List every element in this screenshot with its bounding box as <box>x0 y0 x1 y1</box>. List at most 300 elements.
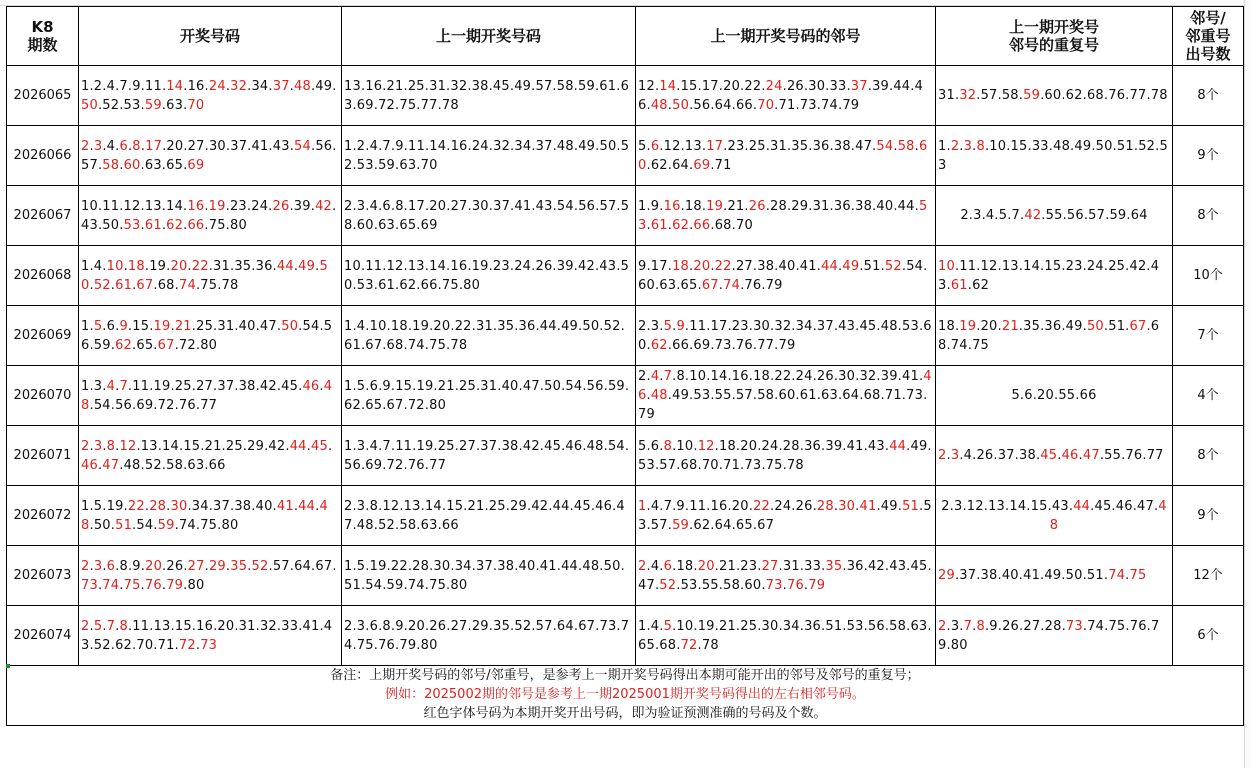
number-text: . <box>315 498 320 514</box>
number-text: .68. <box>153 277 179 293</box>
neighbors-cell[interactable] <box>636 426 936 486</box>
header-count[interactable] <box>1173 7 1244 66</box>
number-text: 5.6.20.55.66 <box>1011 388 1097 403</box>
hit-number: 12 <box>697 438 715 454</box>
period-value: 2026067 <box>13 208 72 223</box>
number-text: . <box>97 577 103 593</box>
hit-number: 50 <box>81 258 328 293</box>
hit-number: 10 <box>938 258 955 274</box>
number-text: .15. <box>127 318 154 334</box>
hit-number: 27 <box>187 558 205 574</box>
repeat-cell[interactable] <box>936 126 1173 186</box>
note-line-3: 红色字体号码为本期开奖开出号码，即为验证预测准确的号码及个数。 <box>423 706 827 721</box>
period-cell[interactable] <box>7 606 79 666</box>
period-cell[interactable] <box>7 246 79 306</box>
period-cell[interactable] <box>7 66 79 126</box>
number-text: 2. <box>638 369 651 384</box>
number-text: .26. <box>162 558 188 574</box>
neighbors-cell[interactable] <box>636 366 936 426</box>
number-text: .78 <box>697 637 719 653</box>
hit-number: 6 <box>119 138 128 154</box>
number-text: .49.53.55.57.58.60.61.63.64.68.71.73.79 <box>638 388 928 422</box>
number-text: .20. <box>976 318 1002 334</box>
hit-number: 9 <box>676 318 685 334</box>
number-text: 1.3.4.7.11.19.25.27.37.38.42.45.46.48.54.56.69.72.76.77 <box>344 438 630 473</box>
number-text: . <box>247 558 252 574</box>
number-text: 2.3.4.5.7. <box>960 208 1025 223</box>
hit-number: 2 <box>950 138 960 154</box>
draw-cell[interactable] <box>79 486 342 546</box>
count-cell[interactable] <box>1173 426 1244 486</box>
number-text: .10.19.21.25.30.34.36.51.53.56.58.63.65.68. <box>638 618 932 653</box>
number-text: .10. <box>672 438 698 454</box>
hit-number: 6 <box>106 558 116 574</box>
hit-number: 69 <box>693 157 711 173</box>
number-text: . <box>1125 568 1130 583</box>
header-neighbors[interactable]: 上一期开奖号码的邻号 <box>636 7 936 66</box>
number-text: .6. <box>102 318 120 334</box>
number-text: . <box>187 258 192 274</box>
number-text: 2.3.4.6.8.17.20.27.30.37.41.43.54.56.57.58.60.63.65.69 <box>344 198 630 233</box>
header-count-line1: 邻号/ <box>1190 9 1226 27</box>
draw-cell[interactable] <box>79 606 342 666</box>
draw-cell[interactable] <box>79 546 342 606</box>
count-cell[interactable] <box>1173 606 1244 666</box>
number-text: .9.26.27.28. <box>984 618 1066 634</box>
hit-number: 3 <box>950 448 960 463</box>
number-text: . <box>89 138 94 154</box>
hit-number: 8 <box>119 618 128 634</box>
repeat-cell[interactable] <box>936 426 1173 486</box>
number-text: .49.53.57.68.70.71.73.75.78 <box>638 438 932 473</box>
hit-number: 59 <box>144 97 162 113</box>
number-text: . <box>166 498 171 514</box>
draw-cell[interactable] <box>79 306 342 366</box>
number-text: 1.5.19.22.28.30.34.37.38.40.41.44.48.50.51.54.59.74.75.80 <box>344 558 625 593</box>
number-text: 1.2.4.7.9.11.14.16.24.32.34.37.48.49.50.52.53.59.63.70 <box>344 138 630 173</box>
hit-number: 52 <box>659 577 677 593</box>
hit-number: 24 <box>765 78 783 94</box>
hit-number: 22 <box>191 258 209 274</box>
hit-number: 67 <box>1129 318 1147 334</box>
prev-draw-cell[interactable] <box>342 306 636 366</box>
number-text: .4. <box>646 558 664 574</box>
hit-number: 5 <box>663 318 673 334</box>
repeat-cell[interactable] <box>936 366 1173 426</box>
count-value: 6个 <box>1197 628 1219 643</box>
number-text: .54.56.69.72.76.77 <box>89 397 218 413</box>
number-text: .53.57. <box>638 498 932 533</box>
hit-number: 3 <box>93 138 103 154</box>
hit-number: 54 <box>876 138 894 154</box>
hit-number: 52 <box>884 258 902 274</box>
number-text: .62.64.65.67 <box>689 517 775 533</box>
number-text: .27.38.40.41. <box>731 258 822 274</box>
number-text: . <box>327 438 333 454</box>
number-text: .20.27.30.37.41.43. <box>162 138 295 154</box>
count-cell[interactable] <box>1173 126 1244 186</box>
hit-number: 19 <box>208 198 226 214</box>
hit-number: 44 <box>289 438 307 454</box>
hit-number: 73 <box>81 577 98 593</box>
period-value: 2026072 <box>13 508 72 523</box>
hit-number: 22 <box>714 258 732 274</box>
hit-number: 50 <box>81 97 98 113</box>
draw-cell[interactable] <box>79 246 342 306</box>
number-text: . <box>127 138 133 154</box>
number-text: .11.12.13.14.15.23.24.25.42.43. <box>938 258 1160 293</box>
period-cell[interactable] <box>7 126 79 186</box>
period-cell[interactable] <box>7 366 79 426</box>
hit-number: 7 <box>106 618 116 634</box>
neighbors-cell[interactable] <box>636 126 936 186</box>
hit-number: 44 <box>276 258 294 274</box>
period-cell[interactable] <box>7 306 79 366</box>
hit-number: 37 <box>850 78 868 94</box>
count-cell[interactable] <box>1173 66 1244 126</box>
hit-number: 21 <box>174 318 192 334</box>
number-text: .51. <box>859 258 885 274</box>
number-text: .39.44.46. <box>638 78 924 113</box>
number-text: .3. <box>946 618 964 634</box>
number-text: . <box>293 258 299 274</box>
count-value: 8个 <box>1197 88 1219 103</box>
number-text: 1.9. <box>638 198 664 214</box>
number-text: . <box>204 198 209 214</box>
number-text: .72.80 <box>174 337 218 353</box>
hit-number: 27 <box>761 558 779 574</box>
number-text: .63.65. <box>140 157 188 173</box>
number-text: 2.3. <box>638 318 664 334</box>
hit-number: 32 <box>230 78 248 94</box>
hit-number: 19 <box>153 318 171 334</box>
number-text: . <box>123 258 128 274</box>
number-text: .76.79 <box>740 277 783 293</box>
period-value: 2026068 <box>13 268 72 283</box>
hit-number: 62 <box>650 337 668 353</box>
hit-number: 48 <box>1049 498 1167 533</box>
prev-draw-cell[interactable] <box>342 486 636 546</box>
hit-number: 4 <box>106 378 116 394</box>
header-period-line1: K8 <box>31 18 54 36</box>
hit-number: 3 <box>93 558 103 574</box>
number-text: . <box>914 138 919 154</box>
number-text: .28.29.31.36.38.40.44. <box>765 198 919 214</box>
count-value: 9个 <box>1197 148 1219 163</box>
hit-number: 26 <box>272 198 290 214</box>
number-text: .19. <box>144 258 171 274</box>
number-text: .52.53. <box>97 97 145 113</box>
number-text: . <box>161 217 167 233</box>
neighbors-cell[interactable] <box>636 66 936 126</box>
hit-number: 20 <box>697 558 715 574</box>
number-text: .24.26. <box>770 498 817 514</box>
number-text: .35.36.49. <box>1018 318 1087 334</box>
number-text: .71.73.74.79 <box>774 97 860 113</box>
prev-draw-cell[interactable] <box>342 606 636 666</box>
hit-number: 30 <box>170 498 188 514</box>
number-text: .11.19.25.27.37.38.42.45. <box>127 378 303 394</box>
hit-number: 2 <box>938 448 947 463</box>
hit-number: 20 <box>145 558 163 574</box>
hit-number: 67 <box>136 277 154 293</box>
number-text: . <box>225 78 231 94</box>
number-text: . <box>646 388 651 403</box>
period-cell[interactable] <box>7 546 79 606</box>
hit-number: 18 <box>672 258 690 274</box>
number-text: . <box>102 438 107 454</box>
count-cell[interactable] <box>1173 246 1244 306</box>
hit-number: 29 <box>938 568 955 583</box>
header-repeat[interactable] <box>936 7 1173 66</box>
number-text: .37.38.40.41.49.50.51. <box>954 568 1109 583</box>
period-value: 2026073 <box>13 568 72 583</box>
number-text: 1. <box>938 138 951 154</box>
hit-number: 26 <box>748 198 766 214</box>
prev-draw-cell[interactable] <box>342 66 636 126</box>
header-draw[interactable]: 开奖号码 <box>79 7 342 66</box>
repeat-cell[interactable] <box>936 606 1173 666</box>
hit-number: 60 <box>638 138 928 173</box>
period-value: 2026069 <box>13 328 72 343</box>
draw-cell[interactable] <box>79 426 342 486</box>
table-row <box>7 246 1244 306</box>
header-period[interactable] <box>7 7 79 66</box>
number-text: .8.10.14.16.18.22.24.26.30.32.39.41. <box>672 369 924 384</box>
hit-number: 60 <box>123 157 141 173</box>
prev-draw-cell[interactable] <box>342 366 636 426</box>
hit-number: 75 <box>123 577 141 593</box>
count-cell[interactable] <box>1173 366 1244 426</box>
hit-number: 67 <box>701 277 719 293</box>
hit-number: 72 <box>178 637 196 653</box>
hit-number: 22 <box>753 498 771 514</box>
number-text: . <box>946 448 951 463</box>
period-cell[interactable] <box>7 186 79 246</box>
hit-number: 61 <box>115 277 133 293</box>
number-text: . <box>89 618 94 634</box>
number-text: . <box>110 277 116 293</box>
number-text: .63. <box>161 97 188 113</box>
hit-number: 48 <box>81 498 328 533</box>
number-text: .68.70 <box>710 217 753 233</box>
number-text: . <box>161 577 167 593</box>
notes-cell[interactable] <box>7 666 1244 726</box>
repeat-cell[interactable] <box>936 186 1173 246</box>
hit-number: 28 <box>816 498 834 514</box>
header-count-line2: 邻重号 <box>1185 27 1231 45</box>
count-value: 8个 <box>1197 208 1219 223</box>
count-cell[interactable] <box>1173 306 1244 366</box>
hit-number: 17 <box>706 138 724 154</box>
hit-number: 1 <box>638 498 647 514</box>
hit-number: 48 <box>650 388 668 403</box>
hit-number: 8 <box>132 138 141 154</box>
number-text: .18.20.24.28.36.39.41.43. <box>714 438 890 454</box>
hit-number: 44 <box>889 438 907 454</box>
count-value: 4个 <box>1197 388 1219 403</box>
number-text: . <box>972 618 977 634</box>
number-text: 1. <box>81 318 94 334</box>
number-text: . <box>1078 448 1083 463</box>
prev-draw-cell[interactable] <box>342 186 636 246</box>
number-text: 9.17. <box>638 258 673 274</box>
repeat-cell[interactable] <box>936 66 1173 126</box>
number-text: .74.75.76.79.80 <box>938 618 1160 653</box>
hit-number: 7 <box>119 378 128 394</box>
number-text: 1.3. <box>81 378 107 394</box>
repeat-cell[interactable] <box>936 246 1173 306</box>
number-text: .21. <box>723 198 749 214</box>
table-row <box>7 306 1244 366</box>
neighbors-cell[interactable] <box>636 606 936 666</box>
draw-cell[interactable] <box>79 126 342 186</box>
hit-number: 17 <box>145 138 163 154</box>
number-text: .68.74.75 <box>938 318 1160 353</box>
header-prev-draw[interactable]: 上一期开奖号码 <box>342 7 636 66</box>
number-text: . <box>659 369 664 384</box>
neighbors-cell[interactable] <box>636 246 936 306</box>
hit-number: 50 <box>281 318 299 334</box>
hit-number: 8 <box>976 138 985 154</box>
neighbors-cell[interactable] <box>636 186 936 246</box>
number-text: 1.2.4.7.9.11. <box>81 78 167 94</box>
number-text: . <box>803 577 809 593</box>
hit-number: 46 <box>638 369 932 403</box>
number-text: .18. <box>672 558 698 574</box>
number-text: .49. <box>876 498 903 514</box>
hit-number: 48 <box>81 378 333 413</box>
hit-number: 48 <box>650 97 668 113</box>
count-cell[interactable] <box>1173 186 1244 246</box>
number-text: . <box>115 378 120 394</box>
hit-number: 45 <box>1040 448 1058 463</box>
number-text: 13.16.21.25.31.32.38.45.49.57.58.59.61.63.69.72.75.77.78 <box>344 78 630 113</box>
hit-number: 47 <box>102 457 120 473</box>
number-text: . <box>782 577 787 593</box>
number-text: . <box>89 558 94 574</box>
hit-number: 61 <box>650 217 668 233</box>
table-row <box>7 366 1244 426</box>
period-cell[interactable] <box>7 426 79 486</box>
hit-number: 44 <box>298 498 316 514</box>
neighbors-cell[interactable] <box>636 546 936 606</box>
hit-number: 8 <box>976 618 985 634</box>
hit-number: 51 <box>902 498 920 514</box>
count-value: 7个 <box>1197 328 1219 343</box>
period-value: 2026071 <box>13 448 72 463</box>
number-text: 2.3.12.13.14.15.43. <box>941 498 1074 514</box>
number-text: . <box>115 438 120 454</box>
hit-number: 41 <box>276 498 294 514</box>
count-cell[interactable] <box>1173 486 1244 546</box>
neighbors-cell[interactable] <box>636 486 936 546</box>
neighbors-cell[interactable] <box>636 306 936 366</box>
hit-number: 73 <box>765 577 783 593</box>
number-text: . <box>183 217 188 233</box>
number-text: 5. <box>638 138 651 154</box>
table-row <box>7 186 1244 246</box>
hit-number: 66 <box>693 217 711 233</box>
note-line-2: 例如：2025002期的邻号是参考上一期2025001期开奖号码得出的左右相邻号码。 <box>385 687 865 702</box>
hit-number: 2 <box>81 618 90 634</box>
number-text: .18. <box>680 198 707 214</box>
hit-number: 28 <box>149 498 167 514</box>
number-text: .12.13. <box>659 138 707 154</box>
number-text: .21.23. <box>714 558 762 574</box>
number-text: . <box>672 318 677 334</box>
prev-draw-cell[interactable] <box>342 546 636 606</box>
hit-number: 44 <box>1073 498 1091 514</box>
hit-number: 42 <box>315 198 333 214</box>
number-text: 2.3.8.12.13.14.15.21.25.29.42.44.45.46.47.48.52.58.63.66 <box>344 498 625 533</box>
number-text: .16. <box>183 78 209 94</box>
number-text: .62.64. <box>646 157 694 173</box>
count-cell[interactable] <box>1173 546 1244 606</box>
repeat-cell[interactable] <box>936 486 1173 546</box>
number-text: 1.4. <box>81 258 107 274</box>
number-text: . <box>689 258 694 274</box>
hit-number: 74 <box>723 277 741 293</box>
draw-cell[interactable] <box>79 66 342 126</box>
hit-number: 8 <box>106 438 116 454</box>
number-text: . <box>119 157 124 173</box>
hit-number: 59 <box>1023 88 1041 103</box>
number-text: . <box>132 277 137 293</box>
repeat-cell[interactable] <box>936 546 1173 606</box>
period-cell[interactable] <box>7 486 79 546</box>
hit-number: 74 <box>1108 568 1126 583</box>
repeat-cell[interactable] <box>936 306 1173 366</box>
hit-number: 14 <box>166 78 184 94</box>
number-text: .56.64.66. <box>689 97 758 113</box>
number-text: .25.31.40.47. <box>191 318 282 334</box>
period-value: 2026074 <box>13 628 72 643</box>
draw-cell[interactable] <box>79 186 342 246</box>
hit-number: 2 <box>81 138 90 154</box>
draw-cell[interactable] <box>79 366 342 426</box>
number-text: . <box>140 138 146 154</box>
number-text: .55.56.57.59.64 <box>1041 208 1148 223</box>
number-text: .56.57. <box>81 138 337 173</box>
hit-number: 76 <box>786 577 804 593</box>
number-text: . <box>710 258 715 274</box>
hit-number: 49 <box>298 258 316 274</box>
number-text: . <box>89 277 94 293</box>
number-text: 1.5.19. <box>81 498 128 514</box>
table-row <box>7 486 1244 546</box>
hit-number: 3 <box>963 138 973 154</box>
hit-number: 22 <box>127 498 145 514</box>
hit-number: 58 <box>897 138 915 154</box>
number-text: 10.11.12.13.14.16.19.23.24.26.39.42.43.50.53.61.62.66.75.80 <box>344 258 630 293</box>
number-text: . <box>102 558 107 574</box>
count-value: 10个 <box>1193 268 1223 283</box>
prev-draw-cell[interactable] <box>342 126 636 186</box>
hit-number: 46 <box>302 378 320 394</box>
hit-number: 74 <box>178 277 196 293</box>
prev-draw-cell[interactable] <box>342 246 636 306</box>
hit-number: 49 <box>842 258 860 274</box>
number-text: .57.58. <box>976 88 1024 103</box>
number-text: .15.17.20.22. <box>676 78 766 94</box>
number-text: . <box>115 618 120 634</box>
number-text: .10.15.33.48.49.50.51.52.53 <box>938 138 1168 173</box>
count-value: 9个 <box>1197 508 1219 523</box>
number-text: 10.11.12.13.14. <box>81 198 188 214</box>
prev-draw-cell[interactable] <box>342 426 636 486</box>
hit-number: 74 <box>102 577 120 593</box>
